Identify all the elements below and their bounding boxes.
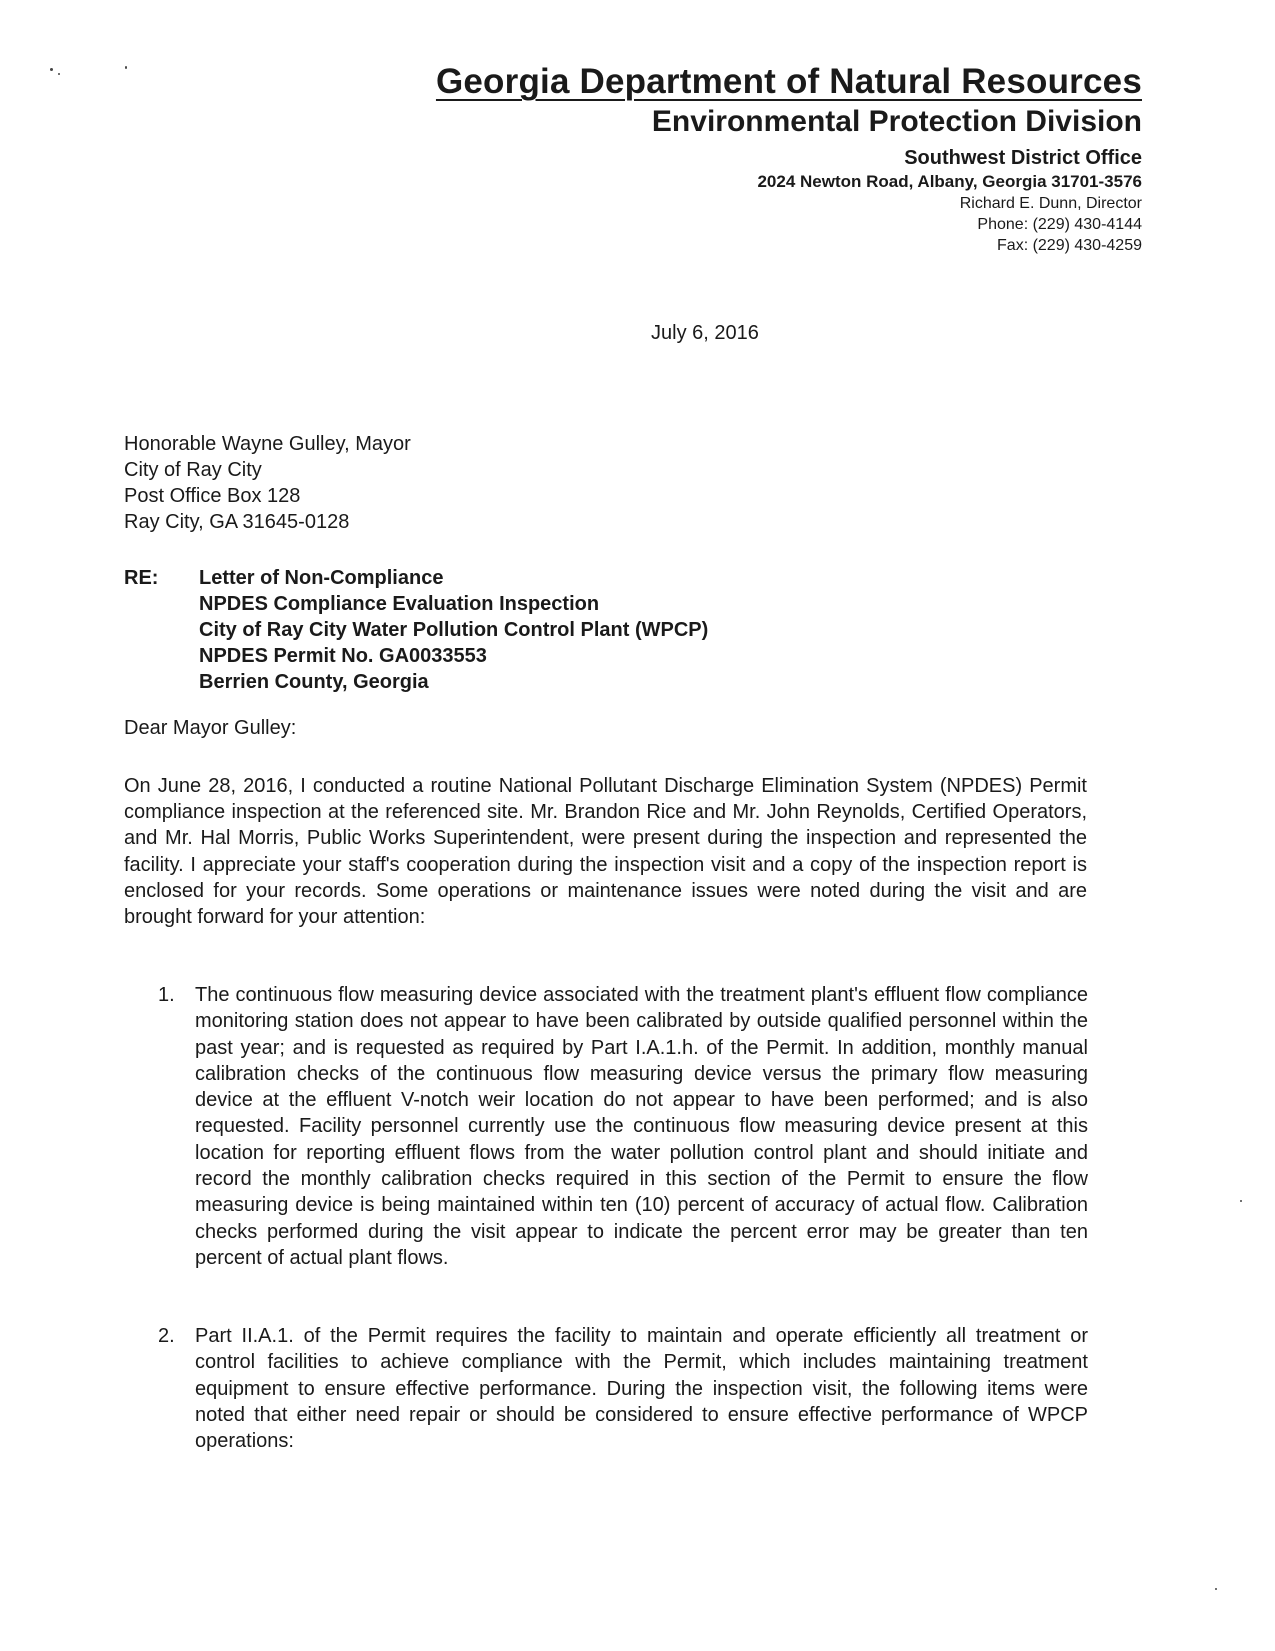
scan-speck [1215,1588,1217,1590]
subject-line: NPDES Compliance Evaluation Inspection [199,593,600,615]
letter-date: July 6, 2016 [651,322,759,344]
recipient-line: City of Ray City [124,459,262,481]
list-item-number: 1. [158,984,175,1006]
scan-speck [125,66,127,69]
phone-number: Phone: (229) 430-4144 [977,216,1142,233]
director-name: Richard E. Dunn, Director [959,195,1142,212]
recipient-line: Honorable Wayne Gulley, Mayor [124,433,411,455]
list-item-text: Part II.A.1. of the Permit requires the facility to maintain and operate efficiently all treatment or control facilities to achieve compliance with the Permit, which includes maintaining treatment equipment to ensure effective performance. During the inspection visit, the following items were noted that either need repair or should be considered to ensure effective performance of WPCP operations: [195,1325,1088,1453]
office-name: Southwest District Office [904,147,1142,169]
subject-line: Berrien County, Georgia [199,671,429,693]
list-item-text: The continuous flow measuring device associated with the treatment plant's effluent flow compliance monitoring station does not appear to have been calibrated by outside qualified personnel within the past year; and is requested as required by Part I.A.1.h. of the Permit. In addition, monthly manual calibration checks of the continuous flow measuring device versus the primary flow measuring device at the effluent V-notch weir location do not appear to have been performed; and is also requested. Facility personnel currently use the continuous flow measuring device present at this location for reporting effluent flows from the water pollution control plant and should initiate and record the monthly calibration checks required in this section of the Permit to ensure the flow measuring device is being maintained within ten (10) percent of accuracy of actual flow. Calibration checks performed during the visit appear to indicate the percent error may be greater than ten percent of actual plant flows. [195,984,1088,1269]
office-address: 2024 Newton Road, Albany, Georgia 31701-3576 [757,172,1142,191]
subject-lines [199,565,708,695]
list-item-number: 2. [158,1325,175,1347]
letterhead [436,62,1142,256]
subject-line: NPDES Permit No. GA0033553 [199,645,487,667]
salutation: Dear Mayor Gulley: [124,717,297,739]
scan-speck [58,73,60,75]
recipient-line: Post Office Box 128 [124,485,301,507]
intro-paragraph: On June 28, 2016, I conducted a routine National Pollutant Discharge Elimination System (NPDES) Permit compliance inspection at the referenced site. Mr. Brandon Rice and Mr. John Reynolds, Certified Operators, and Mr. Hal Morris, Public Works Superintendent, were present during the inspection and represented the facility. I appreciate your staff's cooperation during the inspection visit and a copy of the inspection report is enclosed for your records. Some operations or maintenance issues were noted during the visit and are brought forward for your attention: [124,775,1087,929]
scan-speck [1240,1200,1242,1202]
subject-label: RE: [124,567,159,589]
recipient-line: Ray City, GA 31645-0128 [124,511,350,533]
subject-line: City of Ray City Water Pollution Control Plant (WPCP) [199,619,709,641]
subject-line: Letter of Non-Compliance [199,567,444,589]
recipient-address [124,431,411,535]
scan-speck [50,68,53,71]
fax-number: Fax: (229) 430-4259 [997,237,1142,254]
agency-name: Georgia Department of Natural Resources [435,62,1142,101]
division-name: Environmental Protection Division [651,105,1142,138]
